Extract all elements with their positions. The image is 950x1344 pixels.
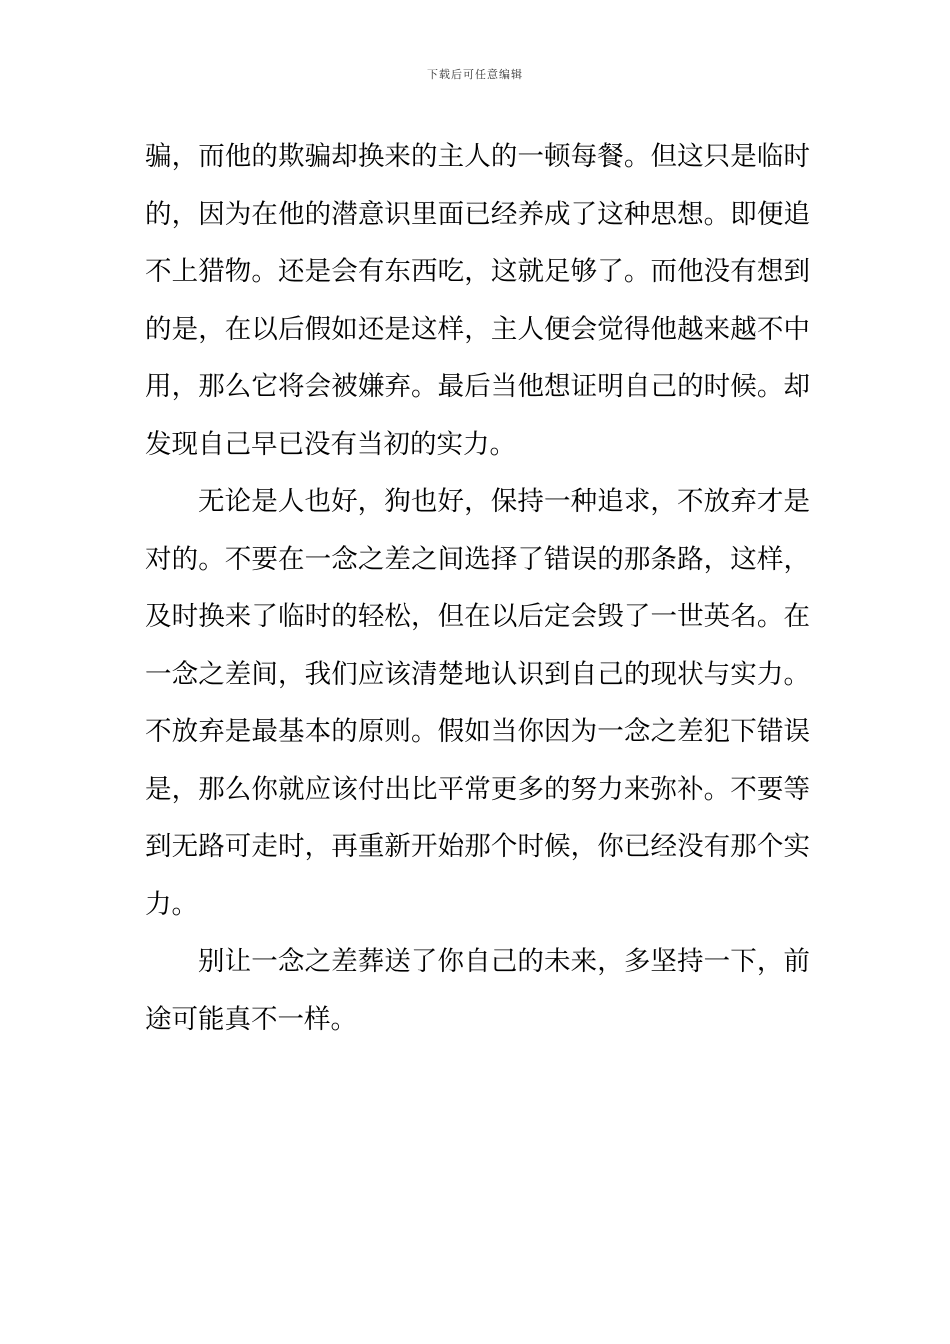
paragraph-3-line-2: 途可能真不一样。 <box>145 1003 357 1035</box>
body-text <box>145 128 810 1048</box>
paragraph-1-line-3: 不上猎物。还是会有东西吃，这就足够了。而他没有想到 <box>145 256 810 287</box>
paragraph-2-line-8: 力。 <box>145 888 198 920</box>
paragraph-2-line-7: 到无路可走时，再重新开始那个时候，你已经没有那个实 <box>145 831 810 862</box>
paragraph-2-line-6: 是，那么你就应该付出比平常更多的努力来弥补。不要等 <box>145 773 810 805</box>
paragraph-2-line-1: 无论是人也好，狗也好，保持一种追求，不放弃才是 <box>198 486 810 517</box>
paragraph-1-line-6: 发现自己早已没有当初的实力。 <box>145 428 516 460</box>
paragraph-3-line-1: 别让一念之差葬送了你自己的未来，多坚持一下，前 <box>198 946 810 977</box>
paragraph-1-line-4: 的是，在以后假如还是这样，主人便会觉得他越来越不中 <box>145 313 810 345</box>
paragraph-2-line-3: 及时换来了临时的轻松，但在以后定会毁了一世英名。在 <box>145 601 810 632</box>
paragraph-1-line-5: 用，那么它将会被嫌弃。最后当他想证明自己的时候。却 <box>145 371 810 402</box>
paragraph-2-line-5: 不放弃是最基本的原则。假如当你因为一念之差犯下错误 <box>145 716 810 747</box>
paragraph-2-line-4: 一念之差间，我们应该清楚地认识到自己的现状与实力。 <box>145 658 810 690</box>
paragraph-2-line-2: 对的。不要在一念之差之间选择了错误的那条路，这样， <box>145 543 810 575</box>
header-note: 下载后可任意编辑 <box>427 68 523 81</box>
paragraph-1-line-1: 骗，而他的欺骗却换来的主人的一顿每餐。但这只是临时 <box>145 141 810 172</box>
paragraph-1-line-2: 的，因为在他的潜意识里面已经养成了这种思想。即便追 <box>145 198 810 230</box>
